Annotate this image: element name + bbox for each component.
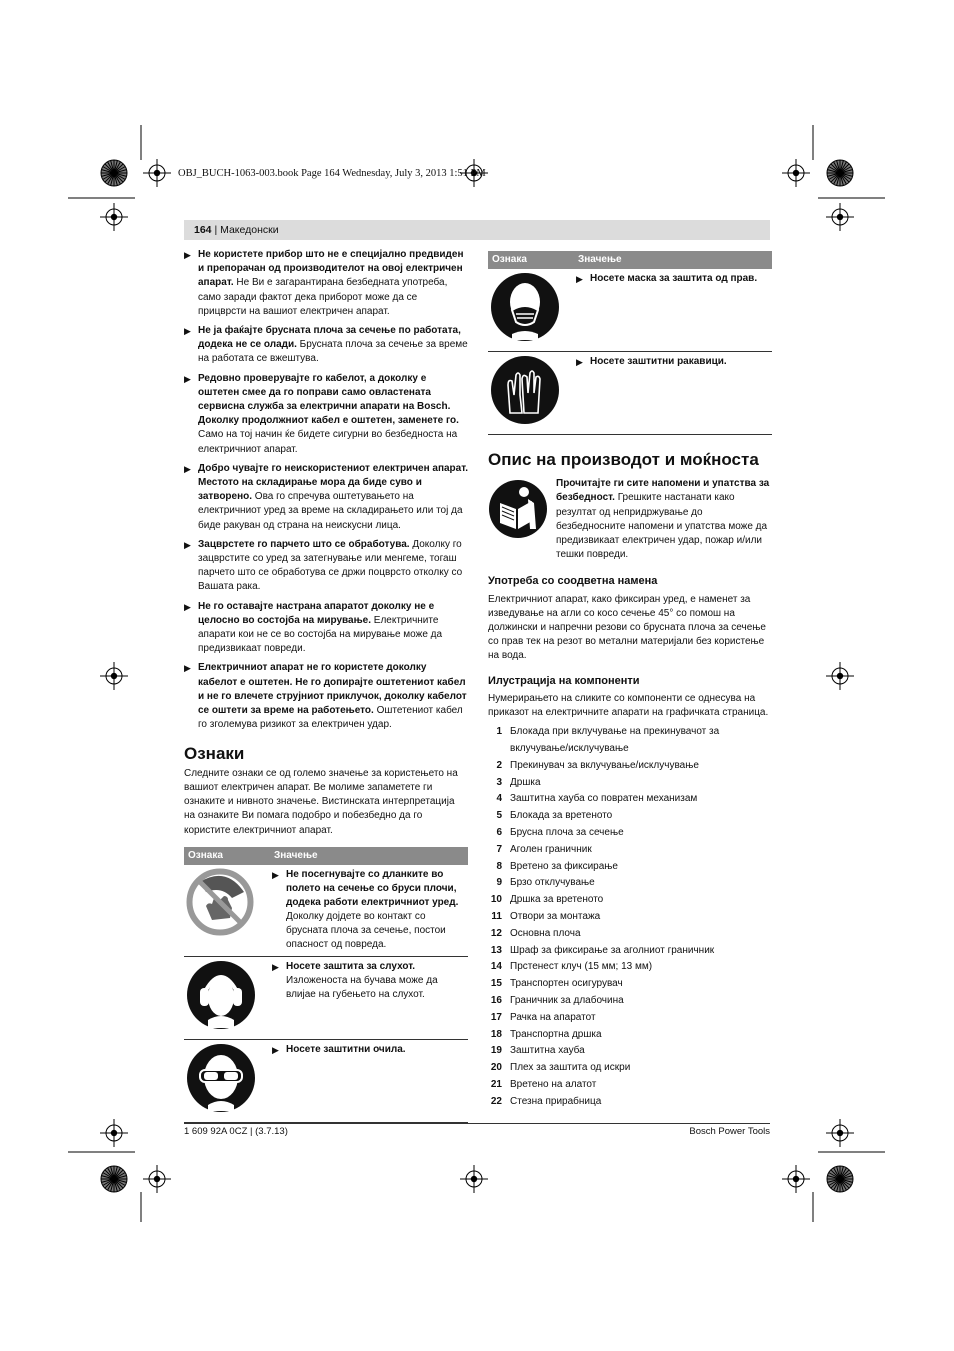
read-manual-warning	[488, 477, 772, 562]
component-label: Транспортен осигурувач	[510, 978, 623, 990]
list-item	[184, 661, 468, 732]
section-title-oznaki: Ознаки	[184, 743, 245, 763]
component-number: 4	[496, 793, 502, 805]
component-label: Аголен граничник	[510, 843, 592, 855]
list-item	[488, 825, 772, 842]
component-label: Отвори за монтажа	[510, 911, 601, 923]
bullet-text: Доколку го зацврстите со уред за затегнување или менгеме, тогаш парчето што се обработува се држи поцврсто отколку со Вашата рака.	[198, 538, 463, 593]
bullet-bold: Не користете прибор што не е специјално предвиден и препорачан од производителот на овој електричен апарат.	[198, 249, 464, 289]
component-number: 17	[490, 1011, 502, 1023]
list-item	[184, 372, 468, 457]
list-item	[184, 324, 468, 367]
component-number: 3	[496, 776, 502, 788]
component-number: 8	[496, 860, 502, 872]
component-number: 12	[490, 927, 502, 939]
component-label: Вретено на алатот	[510, 1078, 597, 1090]
footer-rule	[184, 1123, 770, 1124]
table-row: ▶ Носете заштита за слухот. Изложеноста на бучава може да влијае на губењето на слухот.	[184, 956, 468, 1039]
component-number: 2	[496, 759, 502, 771]
col-header-symbol: Ознака	[488, 251, 574, 269]
component-number: 13	[490, 944, 502, 956]
component-number: 1	[496, 726, 502, 738]
component-number: 10	[490, 894, 502, 906]
symbol-meaning-bold: Носете маска за заштита од прав.	[590, 273, 758, 284]
list-item	[488, 1043, 772, 1060]
component-number: 5	[496, 810, 502, 822]
page-number: 164	[194, 224, 212, 236]
bullet-text: Електричните апарати кои не се во состојба на мирување може да предизвикаат повреди.	[198, 614, 443, 655]
illustration-text: Нумерирањето на сликите со компоненти се однесува на приказот на електричните апарати на графичката страница.	[488, 692, 769, 719]
bullet-arrow-icon: ▶	[184, 539, 191, 550]
warning-bold: Прочитајте ги сите напомени и упатства за безбедност.	[556, 478, 770, 504]
list-item	[488, 1077, 772, 1094]
header-language: Македонски	[220, 224, 279, 236]
component-number: 9	[496, 877, 502, 889]
component-label: Прекинувач за вклучување/исклучување	[510, 759, 699, 771]
bullet-bold: Добро чувајте го неискористениот електричен апарат. Местото на складирање мора да биде суво и затворено.	[198, 462, 469, 503]
component-label: Заштитна хауба со повратен механизам	[510, 793, 698, 805]
component-label: Основна плоча	[510, 927, 581, 939]
component-number: 18	[490, 1028, 502, 1040]
component-label: Дршка	[510, 776, 541, 788]
bullet-text: Оштетениот кабел го зголемува ризикот за електричен удар.	[198, 705, 463, 731]
usage-title: Употреба со соодветна намена	[488, 575, 658, 588]
component-label: Блокада при вклучување на прекинувачот за вклучување/исклучување	[510, 726, 720, 755]
component-label: Рачка на апаратот	[510, 1011, 596, 1023]
list-item	[184, 248, 468, 319]
component-number: 14	[490, 961, 502, 973]
bullet-arrow-icon: ▶	[184, 601, 191, 612]
read-manual-icon	[488, 479, 548, 544]
component-label: Блокада за вретеното	[510, 810, 613, 822]
bullet-arrow-icon: ▶	[184, 663, 191, 674]
safety-bullet-list	[184, 248, 468, 733]
component-label: Граничник за длабочина	[510, 995, 624, 1006]
table-row: ▶ Носете заштитни ракавици.	[488, 352, 772, 435]
list-item	[488, 791, 772, 808]
col-header-meaning: Значење	[574, 251, 772, 269]
table-row: ▶ Не посегнувајте со дланките во полето на сечење со бруси плочи, додека работи електричниот уред. Доколку дојдете во контакт со брусната плоча за сечење, постои опасност од повреда.	[184, 865, 468, 957]
bullet-text: Не Ви е загарантирана безбедната употреба, само заради фактот дека приборот може да се прицврсти на вашиот електричен апарат.	[198, 277, 448, 317]
component-number: 20	[490, 1062, 502, 1074]
list-item	[184, 462, 468, 533]
symbol-meaning-bold: Не посегнувајте со дланките во полето на сечење со бруси плочи, додека работи електричниот уред.	[286, 868, 459, 908]
symbols-table-left	[184, 847, 468, 1123]
section-title-product: Опис на производот и моќноста	[488, 450, 759, 469]
list-item	[488, 859, 772, 876]
footer-right: Bosch Power Tools	[689, 1126, 770, 1137]
table-row: ▶ Носете заштитни очила.	[184, 1039, 468, 1122]
component-number: 6	[496, 827, 502, 839]
table-row: ▶ Носете маска за заштита од прав.	[488, 269, 772, 352]
list-item	[488, 1027, 772, 1044]
list-item	[488, 1060, 772, 1077]
list-item	[488, 1010, 772, 1027]
component-number: 16	[490, 995, 502, 1006]
list-item	[488, 842, 772, 859]
component-label: Прстенест клуч (15 мм; 13 мм)	[510, 961, 653, 973]
list-item	[184, 600, 468, 657]
component-list	[488, 724, 772, 1110]
component-label: Стезна прирабница	[510, 1095, 602, 1107]
component-number: 21	[490, 1078, 502, 1090]
list-item	[488, 959, 772, 976]
bullet-bold: Редовно проверувајте го кабелот, а доколку е оштетен смее да го поправи само овластената сервисна служба за електрични апарати на Bosch. Доколку продолжниот кабел е оштетен, заменете го.	[198, 372, 459, 427]
list-item	[488, 758, 772, 775]
page-header	[184, 220, 770, 240]
component-label: Вретено за фиксирање	[510, 860, 618, 872]
component-label: Брусна плоча за сечење	[510, 827, 624, 839]
list-item	[488, 993, 772, 1010]
oznaki-intro: Следните ознаки се од големо значење за користењето на вашиот електричен апарат. Ве молиме запаметете ги ознаките и нивното значење. Вистинската интерпретација на ознаките Ви помага подобро и побезбедно да го користите електричниот апарат.	[184, 767, 458, 836]
list-item	[184, 538, 468, 595]
component-label: Транспортна дршка	[510, 1028, 602, 1040]
ear-protection-icon	[186, 960, 270, 1035]
component-label: Брзо отклучување	[510, 877, 595, 889]
list-item	[488, 808, 772, 825]
protective-gloves-icon	[490, 355, 574, 430]
left-column	[184, 248, 468, 1123]
bullet-text: Само на тој начин ќе бидете сигурни во безбедноста на електричниот апарат.	[198, 429, 458, 455]
list-item	[488, 909, 772, 926]
bullet-text: Ова го спречува оштетувањето на електричниот уред за време на складирањето или тој да биде ракуван од страна на неискусни лица.	[198, 491, 463, 531]
component-number: 7	[496, 843, 502, 855]
usage-text: Електричниот апарат, како фиксиран уред, е наменет за изведување на агли со косо сечење 45° со помош на должински и напречни резови со брусната плоча за сечење со прав тек на резот во метални материјали без користење на вода.	[488, 593, 766, 662]
list-item	[488, 976, 772, 993]
bullet-bold: Не ја фаќајте брусната плоча за сечење по работата, додека не се олади.	[198, 325, 461, 351]
component-number: 11	[491, 911, 502, 923]
list-item	[488, 724, 772, 758]
symbol-meaning-text: Изложеноста на бучава може да влијае на губењето на слухот.	[286, 974, 438, 1000]
header-separator: |	[211, 224, 221, 236]
warning-text: Грешките настанати како резултат од непридржување до безбедносните напомени и упатства може да предизвикаат електричен удар, пожар и/или тешки повреди.	[556, 492, 768, 561]
list-item	[488, 775, 772, 792]
bullet-bold: Зацврстете го парчето што се обработува.	[198, 538, 410, 550]
footer-left: 1 609 92A 0CZ | (3.7.13)	[184, 1126, 288, 1137]
symbols-table-right	[488, 251, 772, 435]
bullet-text: Брусната плоча за сечење за време на работата се вжештува.	[198, 339, 468, 365]
right-column	[488, 251, 772, 1111]
bullet-arrow-icon: ▶	[184, 373, 191, 384]
print-slug: OBJ_BUCH-1063-003.book Page 164 Wednesday, July 3, 2013 1:51 PM	[178, 168, 486, 179]
dust-mask-icon	[490, 272, 574, 347]
component-label: Заштитна хауба	[510, 1045, 585, 1057]
symbol-meaning-bold: Носете заштитни ракавици.	[590, 356, 727, 367]
col-header-symbol: Ознака	[184, 847, 270, 865]
symbol-meaning-bold: Носете заштитни очила.	[286, 1043, 406, 1055]
component-label: Дршка за вретеното	[510, 894, 604, 906]
bullet-arrow-icon: ▶	[184, 463, 191, 474]
list-item	[488, 943, 772, 960]
bullet-arrow-icon: ▶	[184, 250, 191, 260]
list-item	[488, 926, 772, 943]
no-hand-on-disc-icon	[186, 868, 270, 941]
component-label: Плех за заштита од искри	[510, 1062, 631, 1074]
list-item	[488, 1094, 772, 1111]
component-label: Шраф за фиксирање за аголниот граничник	[510, 944, 715, 956]
eye-protection-icon	[186, 1043, 270, 1118]
bullet-bold: Електричниот апарат не го користете доколку кабелот е оштетен. Не го допирајте оштетениот кабел и не го влечете струјниот приклучок, доколку кабелот се оштети за време на работењето.	[198, 662, 467, 717]
bullet-arrow-icon: ▶	[184, 326, 191, 337]
illustration-title: Илустрација на компоненти	[488, 674, 640, 687]
list-item	[488, 892, 772, 909]
symbol-meaning-bold: Носете заштита за слухот.	[286, 960, 416, 972]
component-number: 22	[490, 1095, 502, 1107]
bullet-bold: Не го оставајте настрана апаратот доколку не е целосно во состојба на мирување.	[198, 600, 435, 626]
col-header-meaning: Значење	[270, 847, 468, 865]
component-number: 19	[490, 1045, 502, 1057]
symbol-meaning-text: Доколку дојдете во контакт со брусната плоча за сечење, постои опасност од повреда.	[286, 910, 446, 950]
component-number: 15	[490, 978, 502, 990]
list-item	[488, 875, 772, 892]
